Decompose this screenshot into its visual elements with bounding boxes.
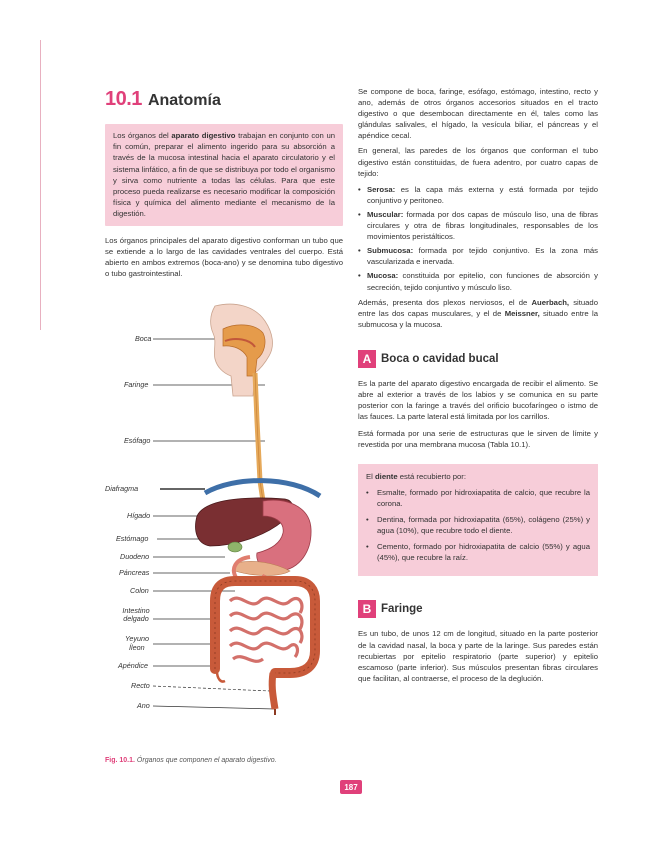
label-apendice: Apéndice — [118, 661, 148, 670]
list-item: • Serosa: es la capa más externa y está formada por tejido conjuntivo y peritoneo. — [358, 184, 598, 206]
list-item: • Submucosa: formada por tejido conjuntivo. Es la zona más vascularizada e inervada. — [358, 245, 598, 267]
digestive-illustration — [105, 301, 343, 717]
section-number: 10.1 — [105, 88, 142, 110]
label-yeyuno: Yeyuno — [125, 634, 149, 643]
label-colon: Colon — [130, 586, 149, 595]
subsection-b-heading — [358, 600, 598, 618]
page-margin-rule — [40, 40, 41, 330]
tissue-layers-list — [358, 184, 598, 293]
label-diafragma: Diafragma — [105, 484, 139, 493]
subsection-a-letter: A — [358, 350, 376, 368]
label-boca: Boca — [135, 334, 152, 343]
list-item: • Dentina, formada por hidroxiapatita (65%), colágeno (25%) y agua (10%), que recubre todo el diente. — [366, 514, 590, 536]
section-heading — [105, 88, 343, 114]
pharynx-paragraph: Es un tubo, de unos 12 cm de longitud, situado en la parte posterior de la cavidad nasal, la boca y parte de la laringe. Sus paredes están recubiertas por epitelio respiratorio (parte superior) y epitelio escamoso (parte inferior). Sus músculos presentan fibras circulares que facilitan, al contraerse, el proceso de la deglución. — [358, 629, 598, 683]
digestive-figure — [105, 301, 343, 717]
label-pancreas: Páncreas — [119, 568, 150, 577]
label-estomago: Estómago — [116, 534, 149, 543]
mouth-paragraph-2: Está formada por una serie de estructuras que le sirven de límite y revestida por una membrana mucosa (Tabla 10.1). — [358, 429, 598, 450]
subsection-a-title: Boca o cavidad bucal — [381, 352, 499, 365]
left-column — [105, 88, 343, 717]
list-item: • Muscular: formada por dos capas de músculo liso, una de fibras circulares y otra de fibras longitudinales, responsables de los movimientos peristálticos. — [358, 209, 598, 242]
label-intestino-delgado: Intestino delgado — [122, 606, 150, 623]
plexus-paragraph: Además, presenta dos plexos nerviosos, el de Auerbach, situado entre las dos capas musculares, y el de Meissner, situado entre la submucosa y la mucosa. — [358, 297, 599, 329]
figure-caption — [105, 757, 277, 764]
label-higado: Hígado — [127, 511, 151, 520]
right-paragraph-2: En general, las paredes de los órganos que conforman el tubo digestivo están constituidas, de fuera adentro, por cuatro capas de tejido: — [358, 146, 598, 178]
figure-caption-label: Fig. 10.1. — [105, 757, 135, 764]
tooth-layers-list — [366, 487, 590, 563]
intro-text: Los órganos del aparato digestivo trabajan en conjunto con un fin común, preparar el alimento ingerido para su absorción a través de la mucosa intestinal hacia el aparato circulatorio y el sistema linfático, a fin de que se distribuya por todo el organismo y sirva como nutriente a todas las células. Para que este proceso pueda realizarse es necesario modificar la composición física y química del alimento mediante el mecanismo de la digestión. — [113, 131, 336, 219]
list-item: • Cemento, formado por hidroxiapatita de calcio (55%) y agua (45%), que recubre la raíz. — [366, 541, 590, 563]
figure-caption-text: Órganos que componen el aparato digestivo. — [136, 757, 277, 764]
subsection-a-heading — [358, 350, 598, 368]
label-duodeno: Duodeno — [120, 552, 150, 561]
subsection-b-letter: B — [358, 600, 376, 618]
label-esofago: Esófago — [124, 436, 151, 445]
tooth-box-lead: El diente está recubierto por: — [366, 472, 466, 482]
right-column — [358, 86, 598, 684]
label-faringe: Faringe — [124, 380, 149, 389]
mouth-paragraph-1: Es la parte del aparato digestivo encargada de recibir el alimento. Se abre al exterior a través de los labios y se comunica en su parte posterior con la faringe a través del orificio bucofaríngeo o istmo de las fauces. La parte lateral está limitada por los carrillos. — [358, 378, 598, 422]
left-paragraph: Los órganos principales del aparato digestivo conforman un tubo que se extiende a lo largo de las cavidades ventrales del cuerpo. Está abierto en ambos extremos (boca-ano) y se denomina tubo digestivo o tubo gastrointestinal. — [105, 235, 343, 278]
section-title: Anatomía — [147, 92, 221, 109]
list-item: • Mucosa: constituida por epitelio, con funciones de absorción y secreción, tejido conjuntivo y músculo liso. — [358, 270, 598, 292]
intro-box — [105, 124, 343, 226]
subsection-b-title: Faringe — [381, 603, 423, 616]
tooth-box — [358, 464, 598, 576]
label-ano: Ano — [137, 701, 150, 710]
label-recto: Recto — [131, 681, 150, 690]
label-ileon: Íleon — [129, 643, 145, 652]
list-item: • Esmalte, formado por hidroxiapatita de calcio, que recubre la corona. — [366, 487, 590, 509]
page-number: 187 — [340, 780, 362, 794]
right-paragraph-1: Se compone de boca, faringe, esófago, estómago, intestino, recto y ano, además de otros órganos accesorios situados en el tracto digestivo o que desembocan directamente en él, tales como las glándulas salivales, el hígado, la vesícula biliar, el páncreas y el apéndice cecal. — [358, 87, 598, 141]
